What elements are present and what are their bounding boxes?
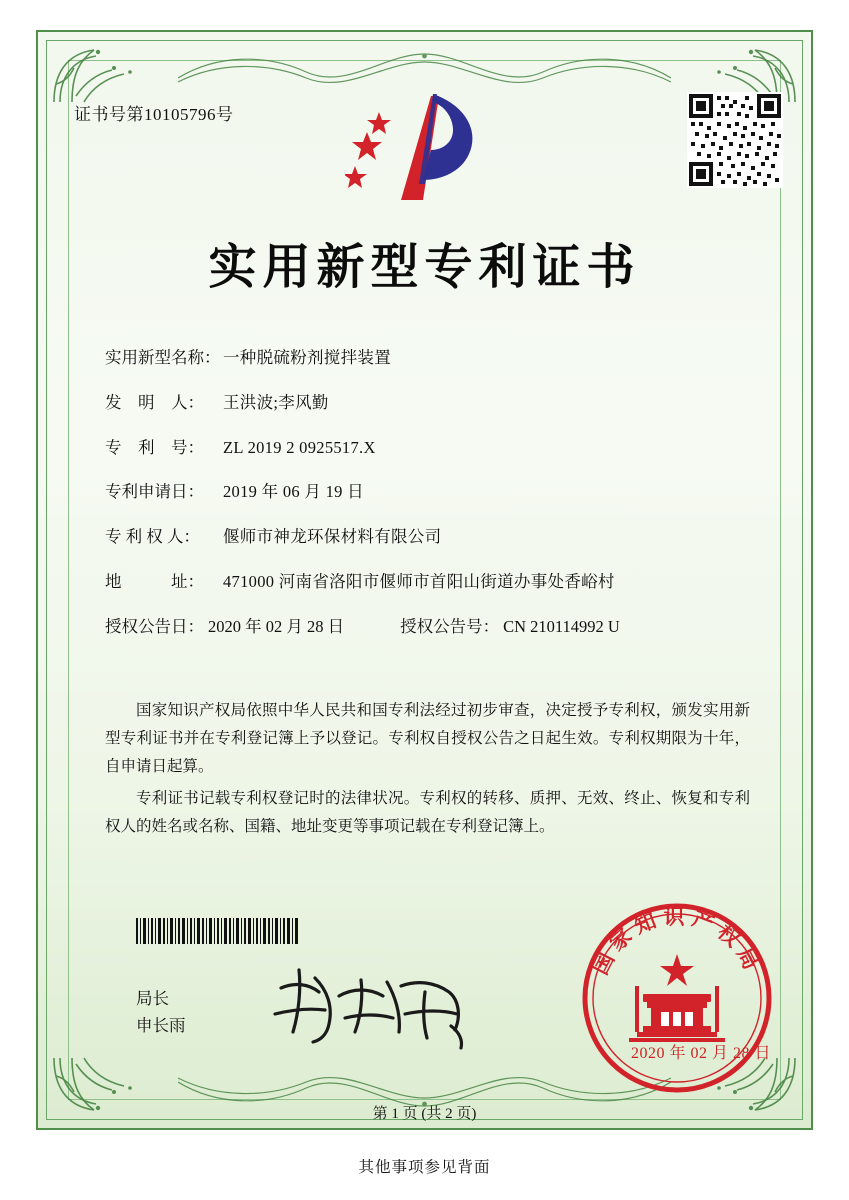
director-title: 局长 [136, 989, 169, 1008]
field-row-inventor [105, 393, 745, 413]
legal-text [105, 697, 750, 845]
field-value: 471000 河南省洛阳市偃师市首阳山街道办事处香峪村 [223, 571, 615, 591]
field-row-grant-info [105, 617, 745, 637]
field-list [105, 348, 745, 655]
field-label: 专 利 号： [105, 437, 204, 457]
field-value: ZL 2019 2 0925517.X [223, 437, 376, 457]
top-border-ornament-icon [178, 48, 671, 84]
barcode-icon [136, 918, 298, 944]
official-seal [577, 898, 777, 1098]
signature-labels [136, 985, 186, 1039]
director-name: 申长雨 [136, 1016, 186, 1035]
svg-text:国家知识产权局: 国家知识产权局 [588, 905, 766, 979]
field-row-patentee [105, 527, 745, 547]
bottom-note: 其他事项参见背面 [358, 1159, 491, 1176]
paragraph-2: 专利证书记载专利权登记时的法律状况。专利权的转移、质押、无效、终止、恢复和专利权人的姓名或名称、国籍、地址变更等事项记载在专利登记簿上。 [105, 790, 750, 835]
field-value: 一种脱硫粉剂搅拌装置 [223, 348, 391, 367]
grant-date [105, 617, 344, 637]
page-indicator: 第 1 页 (共 2 页) [372, 1106, 477, 1122]
field-label: 授权公告号： [400, 616, 500, 636]
paragraph-1: 国家知识产权局依照中华人民共和国专利法经过初步审查，决定授予专利权，颁发实用新型专利证书并在专利登记簿上予以登记。专利权自授权公告之日起生效。专利权期限为十年，自申请日起算。 [105, 702, 750, 775]
field-value: 王洪波;李风勤 [223, 392, 329, 412]
field-label: 授权公告日： [105, 616, 204, 636]
field-value: CN 210114992 U [503, 616, 620, 636]
field-label: 地 址： [105, 571, 204, 591]
field-value: 2019 年 06 月 19 日 [223, 482, 364, 502]
field-label: 发 明 人： [105, 392, 204, 412]
field-label: 专 利 权 人： [105, 527, 200, 547]
field-label: 专利申请日： [105, 482, 204, 502]
field-value: 偃师市神龙环保材料有限公司 [223, 527, 442, 547]
field-label: 实用新型名称： [105, 348, 221, 367]
grant-publication-number [400, 617, 620, 637]
field-row-application-date [105, 482, 745, 502]
handwritten-signature-icon [265, 962, 475, 1052]
seal-date: 2020 年 02 月 28 日 [630, 1045, 771, 1062]
field-value: 2020 年 02 月 28 日 [208, 616, 345, 636]
cnipa-logo-icon [345, 88, 495, 208]
certificate-number: 证书号第10105796号 [74, 105, 234, 124]
qr-code-icon [687, 92, 783, 188]
field-row-patent-number [105, 438, 745, 458]
corner-ornament-icon [50, 44, 142, 106]
page-title: 实用新型专利证书 [208, 239, 641, 295]
field-row-address [105, 572, 745, 592]
field-row-name [105, 348, 745, 368]
